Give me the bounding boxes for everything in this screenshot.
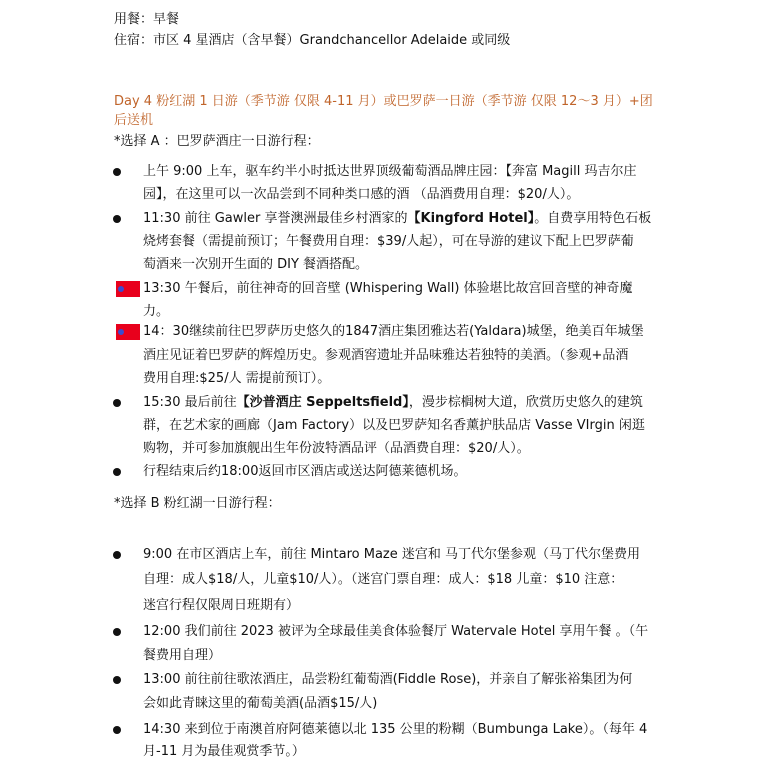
- option-b-heading: *选择 B 粉红湖一日游行程：: [114, 496, 281, 511]
- option-b-item-1-line-1: 9:00 在市区酒店上车，前往 Mintaro Maze 迷宫和 马丁代尔堡参观（马丁代尔堡费用: [143, 547, 641, 562]
- highlight-marker-icon: [116, 324, 140, 340]
- option-a-item-4-line-1: 14：30继续前往巴罗萨历史悠久的1847酒庄集团雅达若(Yaldara)城堡，绝美百年城堡: [143, 324, 644, 339]
- option-a-item-2-line-1: 11:30 前往 Gawler 享誉澳洲最佳乡村酒家的【Kingford Hotel】。自费享用特色石板: [143, 211, 652, 226]
- bullet-icon: [113, 551, 121, 559]
- day4-title-line2: 后送机: [114, 113, 154, 128]
- bullet-icon: [113, 628, 121, 636]
- bullet-icon: [113, 726, 121, 734]
- option-b-item-4-line-1: 14:30 来到位于南澳首府阿德莱德以北 135 公里的粉糊（Bumbunga Lake）。（每年 4: [143, 722, 648, 737]
- bullet-icon: [113, 399, 121, 407]
- bullet-icon: [113, 168, 121, 176]
- option-b-item-4-line-2: 月-11 月为最佳观赏季节。）: [143, 744, 305, 759]
- option-a-item-6-line-1: 行程结束后约18:00返回市区酒店或送达阿德莱德机场。: [143, 464, 467, 479]
- kingford-hotel-name: 【Kingford Hotel】: [407, 211, 535, 226]
- seppeltsfield-name: 【沙普酒庄 Seppeltsfield】: [236, 395, 409, 410]
- option-b-item-1-line-3: 迷宫行程仅限周日班期有）: [143, 598, 300, 613]
- option-b-item-2-line-2: 餐费用自理）: [143, 648, 222, 663]
- option-a-item-5-line-2: 群，在艺术家的画廊（Jam Factory）以及巴罗萨知名香薰护肤品店 Vasse VIrgin 闲逛: [143, 418, 645, 433]
- option-a-item-3-line-1: 13:30 午餐后，前往神奇的回音壁 (Whispering Wall) 体验堪比故宫回音壁的神奇魔: [143, 281, 633, 296]
- day4-title-line1: Day 4 粉红湖 1 日游（季节游 仅限 4-11 月）或巴罗萨一日游（季节游 仅限 12～3 月）+团: [114, 94, 653, 109]
- option-a-item-2-line-2: 烧烤套餐（需提前预订；午餐费用自理：$39/人起），可在导游的建议下配上巴罗萨葡: [143, 234, 634, 249]
- option-a-item-4-line-2: 酒庄见证着巴罗萨的辉煌历史。参观酒窖遗址并品味雅达若独特的美酒。（参观+品酒: [143, 348, 629, 363]
- option-a-heading: *选择 A ：巴罗萨酒庄一日游行程：: [114, 134, 320, 149]
- option-b-item-1-line-2: 自理：成人$18/人，儿童$10/人）。（迷宫门票自理：成人：$18 儿童：$10 注意：: [143, 572, 624, 587]
- hotel-line: 住宿：市区 4 星酒店（含早餐）Grandchancellor Adelaide 或同级: [114, 33, 511, 48]
- bullet-icon: [113, 468, 121, 476]
- bullet-icon: [113, 215, 121, 223]
- option-a-item-5-line-3: 购物，并可参加旗舰出生年份波特酒品评（品酒费自理：$20/人）。: [143, 441, 530, 456]
- bullet-icon: [113, 676, 121, 684]
- meal-line: 用餐：早餐: [114, 12, 180, 27]
- option-b-item-3-line-2: 会如此青睐这里的葡萄美酒(品酒$15/人): [143, 696, 378, 711]
- bullet-icon: [118, 286, 124, 292]
- option-a-item-3-line-2: 力。: [143, 304, 170, 319]
- option-a-item-5-line-1: 15:30 最后前往【沙普酒庄 Seppeltsfield】，漫步棕榈树大道，欣赏历史悠久的建筑: [143, 395, 643, 410]
- option-a-item-2-line-3: 萄酒来一次别开生面的 DIY 餐酒搭配。: [143, 257, 369, 272]
- option-a-item-1-line-2: 园】，在这里可以一次品尝到不同种类口感的酒 （品酒费用自理：$20/人）。: [143, 187, 580, 202]
- option-b-item-3-line-1: 13:00 前往前往歌浓酒庄，品尝粉红葡萄酒(Fiddle Rose)，并亲自了解张裕集团为何: [143, 672, 633, 687]
- option-b-item-2-line-1: 12:00 我们前往 2023 被评为全球最佳美食体验餐厅 Watervale Hotel 享用午餐 。（午: [143, 624, 649, 639]
- option-a-item-1-line-1: 上午 9:00 上车，驱车约半小时抵达世界顶级葡萄酒品牌庄园：【奔富 Magill 玛吉尔庄: [143, 164, 637, 179]
- bullet-icon: [118, 329, 124, 335]
- option-a-item-4-line-3: 费用自理:$25/人 需提前预订）。: [143, 371, 331, 386]
- highlight-marker-icon: [116, 281, 140, 297]
